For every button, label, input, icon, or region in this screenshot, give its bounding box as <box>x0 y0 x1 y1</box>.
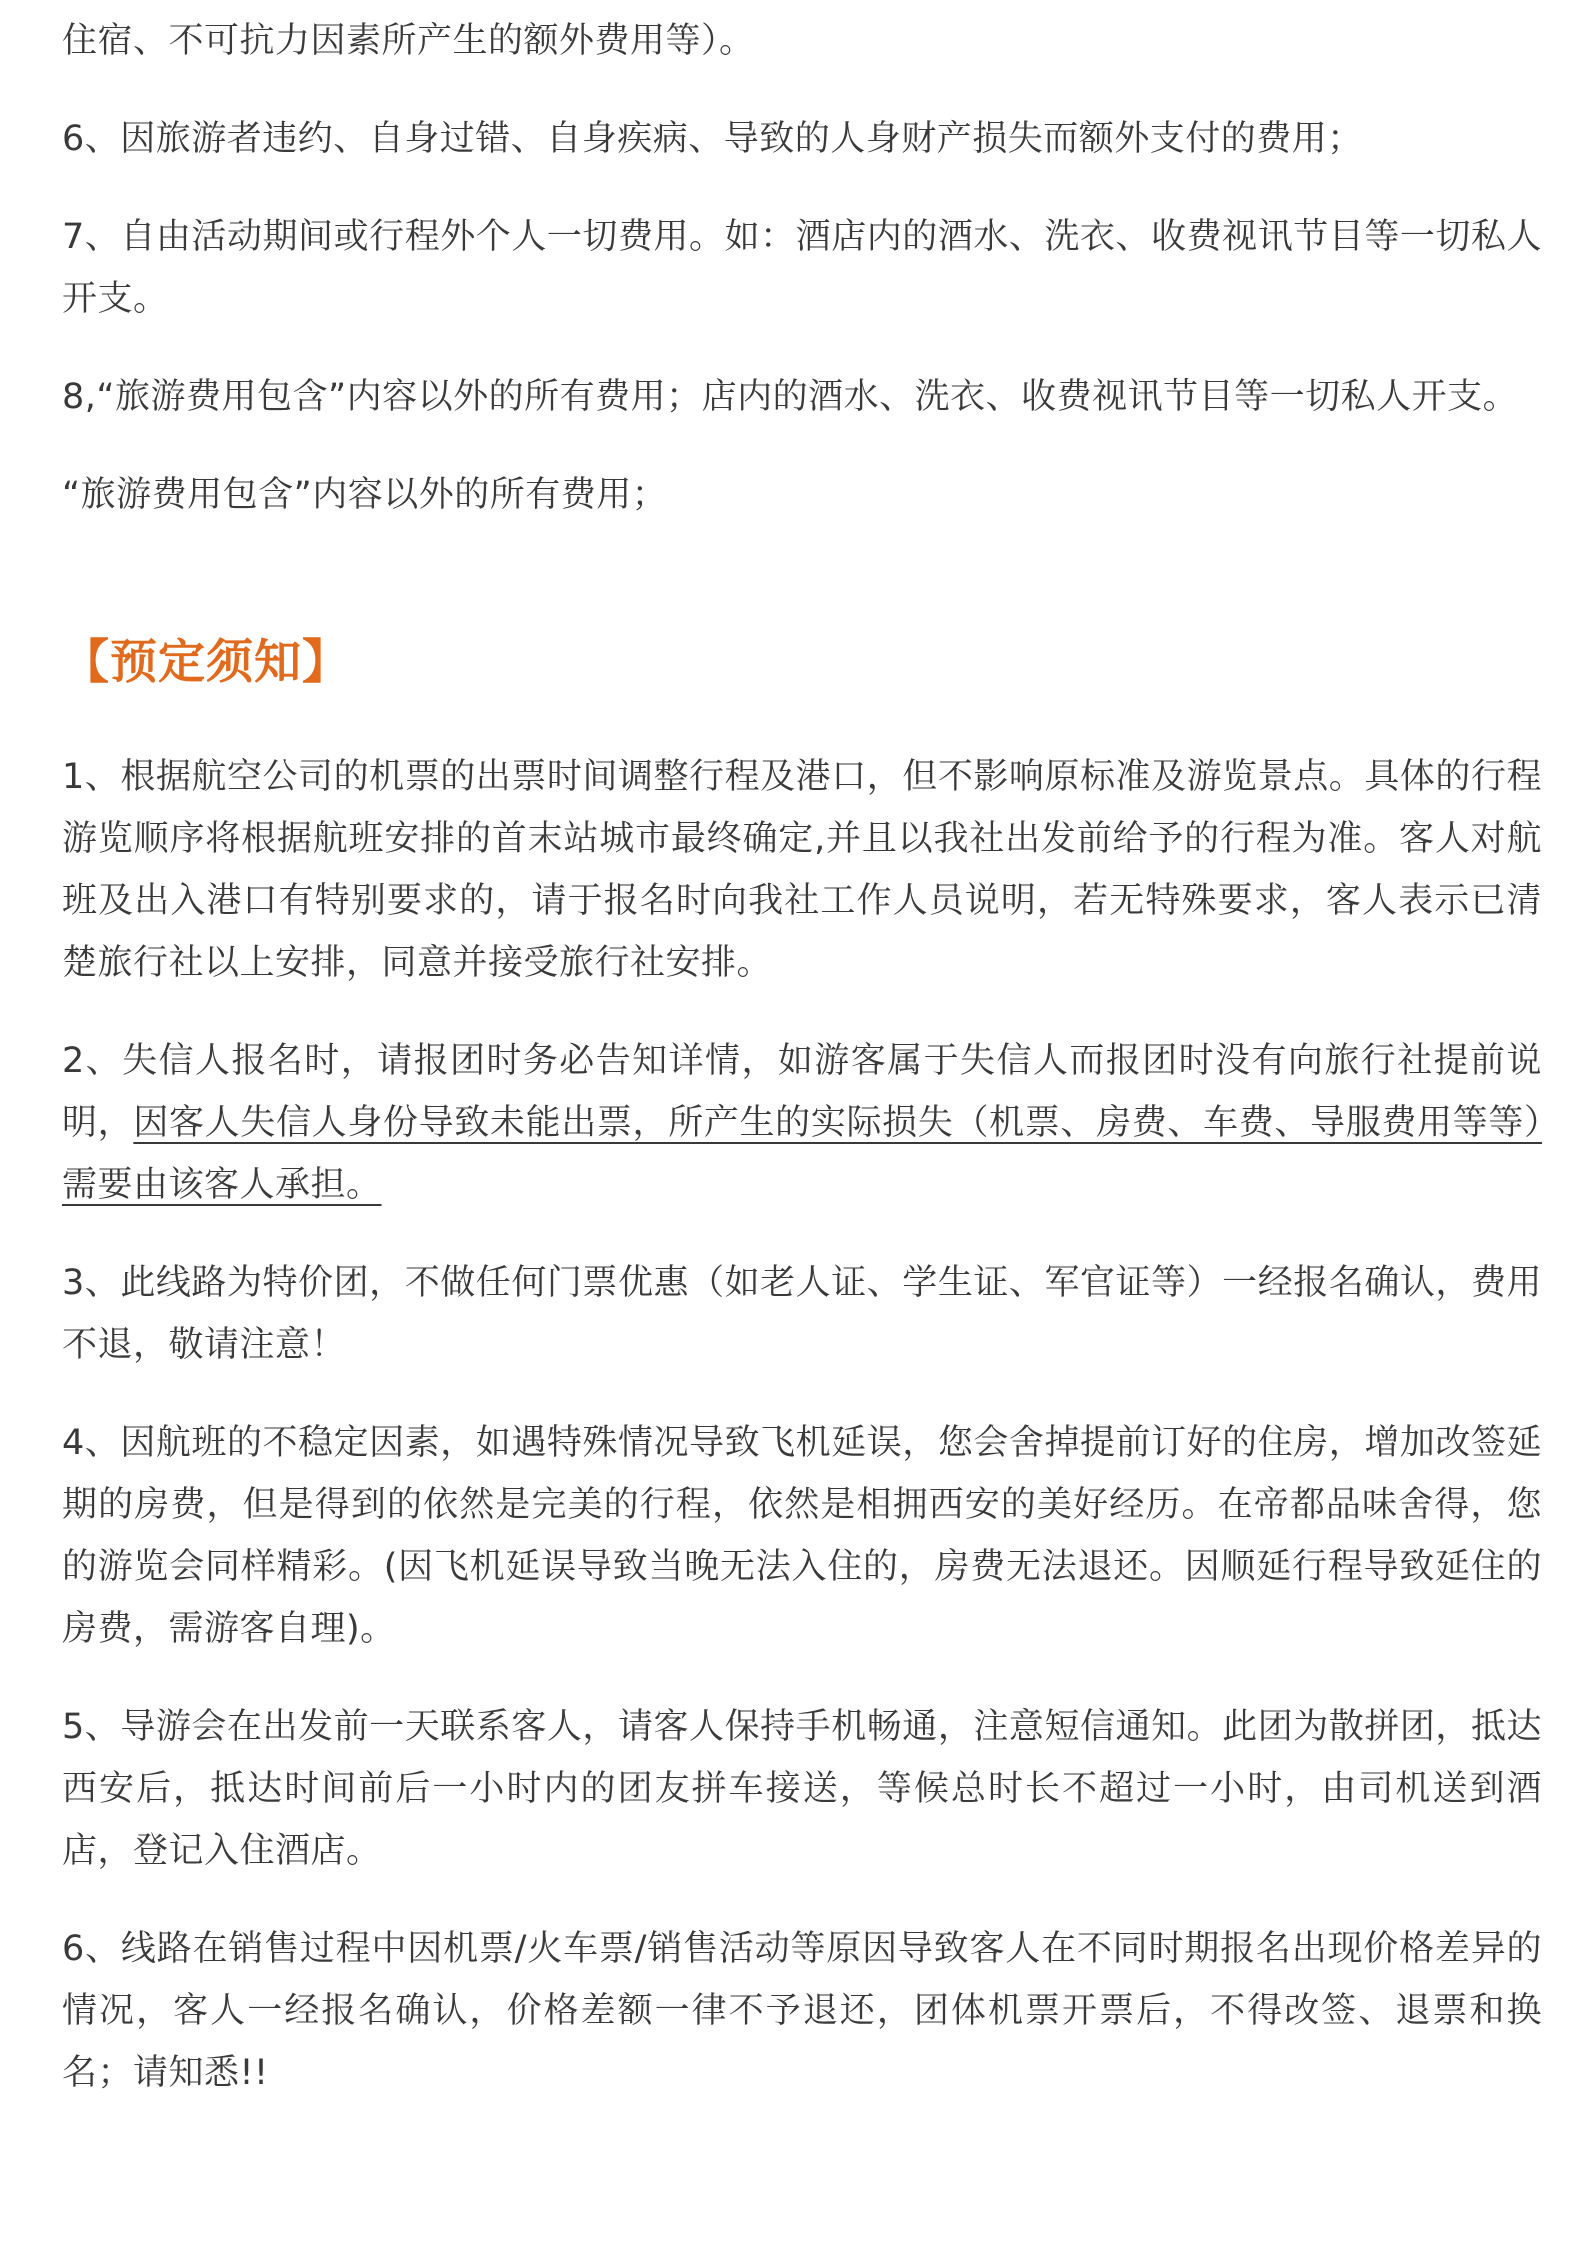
booking-item-1: 1、根据航空公司的机票的出票时间调整行程及港口，但不影响原标准及游览景点。具体的行程游览顺序将根据航班安排的首末站城市最终确定,并且以我社出发前给予的行程为准。客人对航班及出入港口有特别要求的，请于报名时向我社工作人员说明，若无特殊要求，客人表示已清楚旅行社以上安排，同意并接受旅行社安排。 <box>62 757 1542 983</box>
booking-item-5: 5、导游会在出发前一天联系客人，请客人保持手机畅通，注意短信通知。此团为散拼团，抵达西安后，抵达时间前后一小时内的团友拼车接送，等候总时长不超过一小时，由司机送到酒店，登记入住酒店。 <box>62 1707 1542 1871</box>
booking-item-2-prefix: 2、失信人报名时，请报团时务必告知详情，如游客属于失信人而报团时没有向旅行社提前说明， <box>62 1041 1542 1143</box>
booking-item-6: 6、线路在销售过程中因机票/火车票/销售活动等原因导致客人在不同时期报名出现价格差异的情况，客人一经报名确认，价格差额一律不予退还，团体机票开票后，不得改签、退票和换名；请知悉!! <box>62 1929 1542 2093</box>
booking-item-2-underlined: 因客人失信人身份导致未能出票，所产生的实际损失（机票、房费、车费、导服费用等等）需要由该客人承担。 <box>62 1103 1542 1205</box>
exclusion-carryover-text: 住宿、不可抗力因素所产生的额外费用等）。 <box>62 21 755 61</box>
booking-item-2 <box>62 1030 1542 1216</box>
booking-item-4: 4、因航班的不稳定因素，如遇特殊情况导致飞机延误，您会舍掉提前订好的住房，增加改签延期的房费，但是得到的依然是完美的行程，依然是相拥西安的美好经历。在帝都品味舍得，您的游览会同样精彩。(因飞机延误导致当晚无法入住的，房费无法退还。因顺延行程导致延住的房费，需游客自理)。 <box>62 1423 1542 1649</box>
exclusion-extra: “旅游费用包含”内容以外的所有费用； <box>62 475 668 515</box>
exclusion-item-7: 7、自由活动期间或行程外个人一切费用。如：酒店内的酒水、洗衣、收费视讯节目等一切私人开支。 <box>62 217 1542 319</box>
exclusion-item-6: 6、因旅游者违约、自身过错、自身疾病、导致的人身财产损失而额外支付的费用； <box>62 119 1363 159</box>
booking-item-3: 3、此线路为特价团，不做任何门票优惠（如老人证、学生证、军官证等）一经报名确认，费用不退，敬请注意！ <box>62 1263 1542 1365</box>
document-page <box>62 0 1542 2104</box>
exclusion-item-8: 8,“旅游费用包含”内容以外的所有费用；店内的酒水、洗衣、收费视讯节目等一切私人开支。 <box>62 377 1519 417</box>
booking-notice-heading: 【预定须知】 <box>62 635 350 690</box>
